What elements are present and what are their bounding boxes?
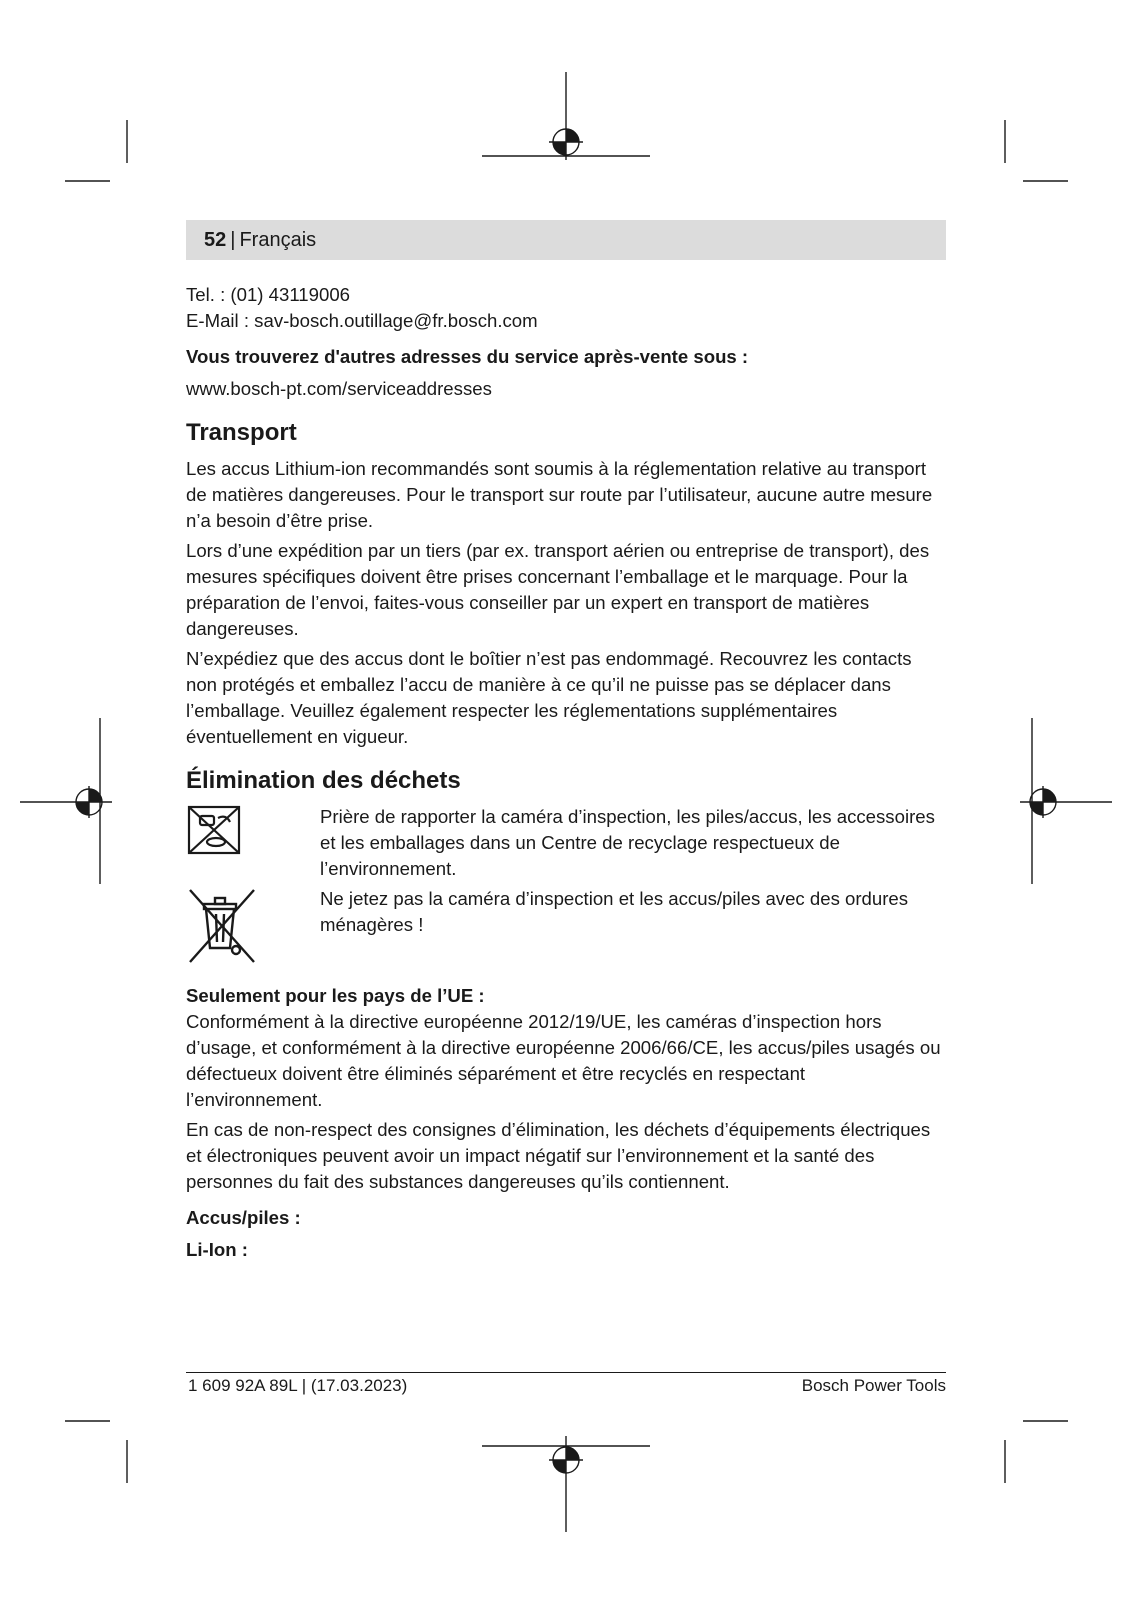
liion-label: Li-Ion : <box>186 1239 248 1260</box>
bin-text: Ne jetez pas la caméra d’inspection et les accus/piles avec des ordures ménagères ! <box>320 888 909 935</box>
eu-only-label: Seulement pour les pays de l’UE : <box>186 985 485 1006</box>
footer-brand: Bosch Power Tools <box>801 1376 946 1395</box>
crossed-out-bin-icon <box>186 886 258 966</box>
transport-paragraph-2: Lors d’une expédition par un tiers (par ex. transport aérien ou entreprise de transport), des mesures spécifiques doivent être prises concernant l’emballage et le marquage. Pour la préparation de l’envoi, faites-vous conseiller par un expert en transport de matières dangereuses. <box>186 540 930 639</box>
page-header <box>186 220 946 260</box>
language-label: Français <box>239 228 317 251</box>
bin-row <box>186 886 946 973</box>
eu-paragraph-1: Conformément à la directive européenne 2012/19/UE, les caméras d’inspection hors d’usage, et conformément à la directive européenne 2006/66/CE, les accus/piles usagés ou défectueux doivent être éliminés séparément et être recyclés en respectant l’environnement. <box>186 1011 941 1110</box>
transport-paragraph-3: N’expédiez que des accus dont le boîtier n’est pas endommagé. Recouvrez les contacts non protégés et emballez l’accu de manière à ce qu’il ne puisse pas se déplacer dans l’emballage. Veuillez également respecter les réglementations supplémentaires éventuellement en vigueur. <box>186 648 912 747</box>
transport-paragraph-1: Les accus Lithium-ion recommandés sont soumis à la réglementation relative au transport de matières dangereuses. Pour le transport sur route par l’utilisateur, aucune autre mesure n’a besoin d’être prise. <box>186 458 933 531</box>
contact-email: E-Mail : sav-bosch.outillage@fr.bosch.com <box>186 310 538 331</box>
disposal-heading: Élimination des déchets <box>186 767 461 794</box>
footer-doc-ref: 1 609 92A 89L | (17.03.2023) <box>188 1376 408 1395</box>
eu-paragraph-2: En cas de non-respect des consignes d’élimination, les déchets d’équipements électriques et électroniques peuvent avoir un impact négatif sur l’environnement et la santé des personnes du fait des substances dangereuses qu’ils contiennent. <box>186 1119 931 1192</box>
more-addresses-label: Vous trouverez d'autres adresses du service après-vente sous : <box>186 346 749 367</box>
transport-heading: Transport <box>186 419 297 446</box>
no-household-disposal-icon <box>186 804 242 856</box>
recycle-text: Prière de rapporter la caméra d’inspection, les piles/accus, les accessoires et les emballages dans un Centre de recyclage respectueux de l’environnement. <box>320 806 935 879</box>
contact-tel: Tel. : (01) 43119006 <box>186 284 351 305</box>
header-separator: | <box>230 228 236 251</box>
page-content <box>186 282 946 1263</box>
service-url: www.bosch-pt.com/serviceaddresses <box>186 378 492 399</box>
footer-rule <box>186 1372 946 1373</box>
batteries-label: Accus/piles : <box>186 1207 301 1228</box>
page-number: 52 <box>204 228 227 251</box>
recycle-row <box>186 804 946 882</box>
